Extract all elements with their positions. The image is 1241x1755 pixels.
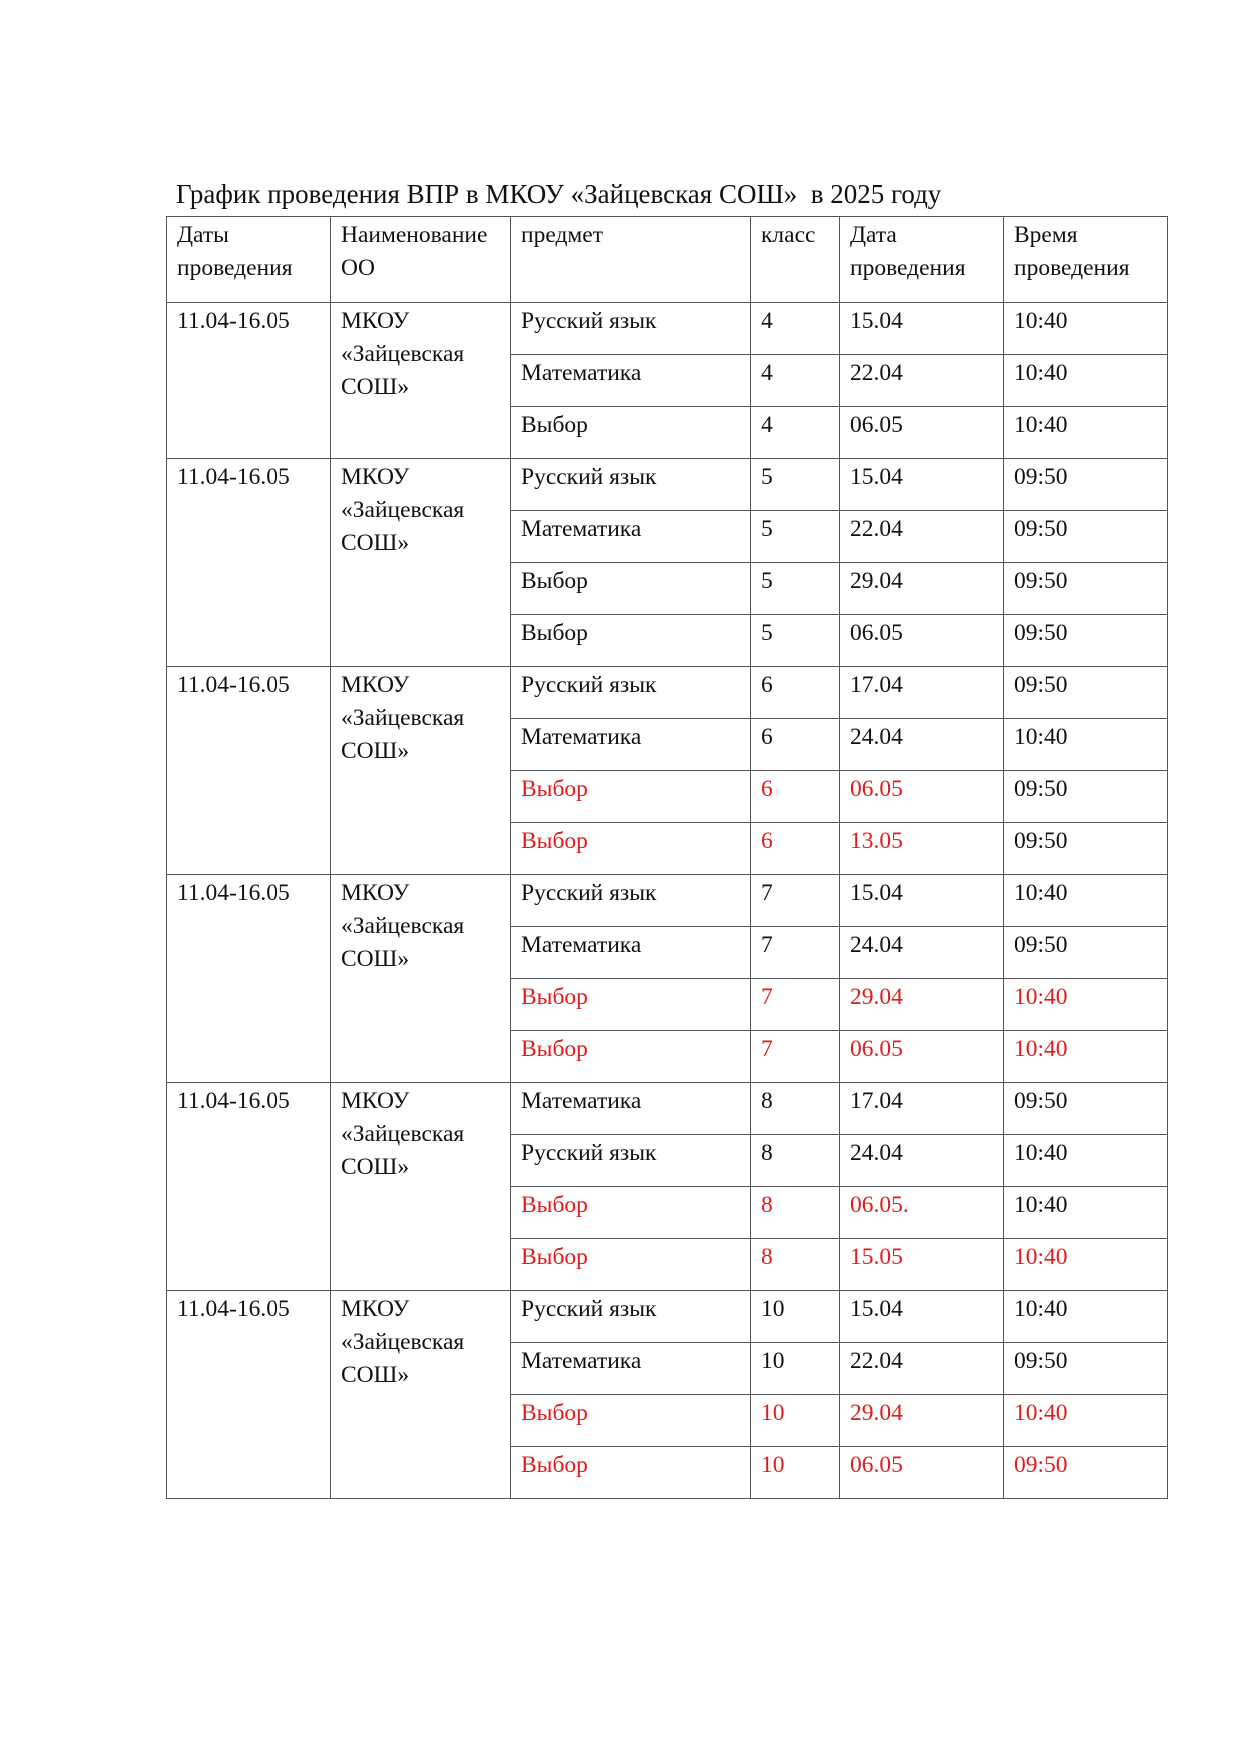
subject-cell: Выбор — [511, 615, 751, 667]
dates-period-cell: 11.04-16.05 — [167, 875, 331, 1083]
date-cell: 24.04 — [840, 719, 1004, 771]
subject-cell: Выбор — [511, 823, 751, 875]
vpr-schedule-table — [166, 216, 1168, 1499]
header-subject: предмет — [511, 217, 751, 303]
time-cell: 10:40 — [1004, 1187, 1168, 1239]
grade-cell: 4 — [751, 303, 840, 355]
organization-name-line: МКОУ — [341, 1088, 410, 1114]
date-cell: 29.04 — [840, 1395, 1004, 1447]
grade-cell: 4 — [751, 407, 840, 459]
grade-cell: 8 — [751, 1239, 840, 1291]
date-cell: 24.04 — [840, 927, 1004, 979]
table-row — [167, 667, 1168, 719]
grade-cell: 6 — [751, 823, 840, 875]
grade-cell: 8 — [751, 1187, 840, 1239]
header-exam-time: Время проведения — [1004, 217, 1168, 303]
dates-period-cell: 11.04-16.05 — [167, 459, 331, 667]
grade-cell: 10 — [751, 1343, 840, 1395]
subject-cell: Выбор — [511, 1239, 751, 1291]
time-cell: 09:50 — [1004, 563, 1168, 615]
subject-cell: Выбор — [511, 1395, 751, 1447]
date-cell: 17.04 — [840, 667, 1004, 719]
grade-cell: 10 — [751, 1291, 840, 1343]
time-cell: 10:40 — [1004, 875, 1168, 927]
table-row — [167, 875, 1168, 927]
grade-cell: 6 — [751, 719, 840, 771]
organization-cell — [331, 459, 511, 667]
organization-name-line: «Зайцевская — [341, 341, 465, 367]
date-cell: 22.04 — [840, 355, 1004, 407]
time-cell: 09:50 — [1004, 1447, 1168, 1499]
organization-name-line: «Зайцевская — [341, 913, 465, 939]
header-grade: класс — [751, 217, 840, 303]
time-cell: 09:50 — [1004, 511, 1168, 563]
subject-cell: Русский язык — [511, 303, 751, 355]
subject-cell: Выбор — [511, 1187, 751, 1239]
date-cell: 06.05 — [840, 1031, 1004, 1083]
table-row — [167, 1291, 1168, 1343]
subject-cell: Математика — [511, 355, 751, 407]
date-cell: 24.04 — [840, 1135, 1004, 1187]
time-cell: 09:50 — [1004, 927, 1168, 979]
subject-cell: Выбор — [511, 563, 751, 615]
date-cell: 15.04 — [840, 459, 1004, 511]
time-cell: 10:40 — [1004, 1135, 1168, 1187]
date-cell: 15.05 — [840, 1239, 1004, 1291]
grade-cell: 4 — [751, 355, 840, 407]
grade-cell: 6 — [751, 771, 840, 823]
organization-name-line: СОШ» — [341, 530, 410, 556]
header-exam-date: Дата проведения — [840, 217, 1004, 303]
date-cell: 15.04 — [840, 875, 1004, 927]
time-cell: 10:40 — [1004, 303, 1168, 355]
grade-cell: 10 — [751, 1395, 840, 1447]
organization-cell — [331, 303, 511, 459]
time-cell: 09:50 — [1004, 771, 1168, 823]
organization-cell — [331, 1083, 511, 1291]
grade-cell: 5 — [751, 511, 840, 563]
date-cell: 13.05 — [840, 823, 1004, 875]
date-cell: 15.04 — [840, 303, 1004, 355]
table-row — [167, 303, 1168, 355]
header-organization: Наименование ОО — [331, 217, 511, 303]
subject-cell: Математика — [511, 927, 751, 979]
dates-period-cell: 11.04-16.05 — [167, 1083, 331, 1291]
grade-cell: 8 — [751, 1135, 840, 1187]
organization-name-line: МКОУ — [341, 672, 410, 698]
grade-cell: 10 — [751, 1447, 840, 1499]
time-cell: 10:40 — [1004, 719, 1168, 771]
grade-cell: 7 — [751, 927, 840, 979]
time-cell: 09:50 — [1004, 667, 1168, 719]
time-cell: 10:40 — [1004, 979, 1168, 1031]
header-dates-period: Даты проведения — [167, 217, 331, 303]
organization-name-line: МКОУ — [341, 308, 410, 334]
organization-cell — [331, 875, 511, 1083]
organization-name-line: МКОУ — [341, 464, 410, 490]
subject-cell: Математика — [511, 1083, 751, 1135]
subject-cell: Математика — [511, 1343, 751, 1395]
grade-cell: 7 — [751, 1031, 840, 1083]
organization-name-line: СОШ» — [341, 946, 410, 972]
date-cell: 06.05 — [840, 407, 1004, 459]
grade-cell: 5 — [751, 459, 840, 511]
date-cell: 15.04 — [840, 1291, 1004, 1343]
dates-period-cell: 11.04-16.05 — [167, 667, 331, 875]
subject-cell: Выбор — [511, 407, 751, 459]
table-row — [167, 1083, 1168, 1135]
date-cell: 29.04 — [840, 563, 1004, 615]
time-cell: 09:50 — [1004, 1343, 1168, 1395]
dates-period-cell: 11.04-16.05 — [167, 1291, 331, 1499]
subject-cell: Математика — [511, 511, 751, 563]
organization-name-line: МКОУ — [341, 1296, 410, 1322]
subject-cell: Выбор — [511, 771, 751, 823]
table-body — [167, 303, 1168, 1499]
organization-name-line: СОШ» — [341, 374, 410, 400]
subject-cell: Русский язык — [511, 459, 751, 511]
document-title: График проведения ВПР в МКОУ «Зайцевская СОШ» в 2025 году — [176, 179, 942, 209]
date-cell: 06.05. — [840, 1187, 1004, 1239]
grade-cell: 7 — [751, 875, 840, 927]
subject-cell: Математика — [511, 719, 751, 771]
time-cell: 09:50 — [1004, 459, 1168, 511]
subject-cell: Выбор — [511, 979, 751, 1031]
organization-name-line: СОШ» — [341, 1154, 410, 1180]
organization-name-line: «Зайцевская — [341, 497, 465, 523]
grade-cell: 8 — [751, 1083, 840, 1135]
organization-name-line: «Зайцевская — [341, 1121, 465, 1147]
grade-cell: 5 — [751, 563, 840, 615]
table-header-row — [167, 217, 1168, 303]
date-cell: 29.04 — [840, 979, 1004, 1031]
time-cell: 09:50 — [1004, 615, 1168, 667]
time-cell: 10:40 — [1004, 1239, 1168, 1291]
time-cell: 10:40 — [1004, 1031, 1168, 1083]
table-row — [167, 459, 1168, 511]
date-cell: 17.04 — [840, 1083, 1004, 1135]
organization-cell — [331, 1291, 511, 1499]
time-cell: 10:40 — [1004, 1395, 1168, 1447]
subject-cell: Русский язык — [511, 875, 751, 927]
organization-name-line: СОШ» — [341, 738, 410, 764]
subject-cell: Выбор — [511, 1447, 751, 1499]
subject-cell: Русский язык — [511, 1135, 751, 1187]
organization-name-line: СОШ» — [341, 1362, 410, 1388]
grade-cell: 5 — [751, 615, 840, 667]
date-cell: 22.04 — [840, 1343, 1004, 1395]
subject-cell: Русский язык — [511, 1291, 751, 1343]
grade-cell: 7 — [751, 979, 840, 1031]
organization-name-line: «Зайцевская — [341, 705, 465, 731]
date-cell: 06.05 — [840, 771, 1004, 823]
date-cell: 22.04 — [840, 511, 1004, 563]
organization-name-line: МКОУ — [341, 880, 410, 906]
time-cell: 10:40 — [1004, 1291, 1168, 1343]
time-cell: 10:40 — [1004, 355, 1168, 407]
date-cell: 06.05 — [840, 1447, 1004, 1499]
time-cell: 09:50 — [1004, 1083, 1168, 1135]
date-cell: 06.05 — [840, 615, 1004, 667]
grade-cell: 6 — [751, 667, 840, 719]
organization-cell — [331, 667, 511, 875]
subject-cell: Русский язык — [511, 667, 751, 719]
time-cell: 09:50 — [1004, 823, 1168, 875]
dates-period-cell: 11.04-16.05 — [167, 303, 331, 459]
organization-name-line: «Зайцевская — [341, 1329, 465, 1355]
subject-cell: Выбор — [511, 1031, 751, 1083]
time-cell: 10:40 — [1004, 407, 1168, 459]
